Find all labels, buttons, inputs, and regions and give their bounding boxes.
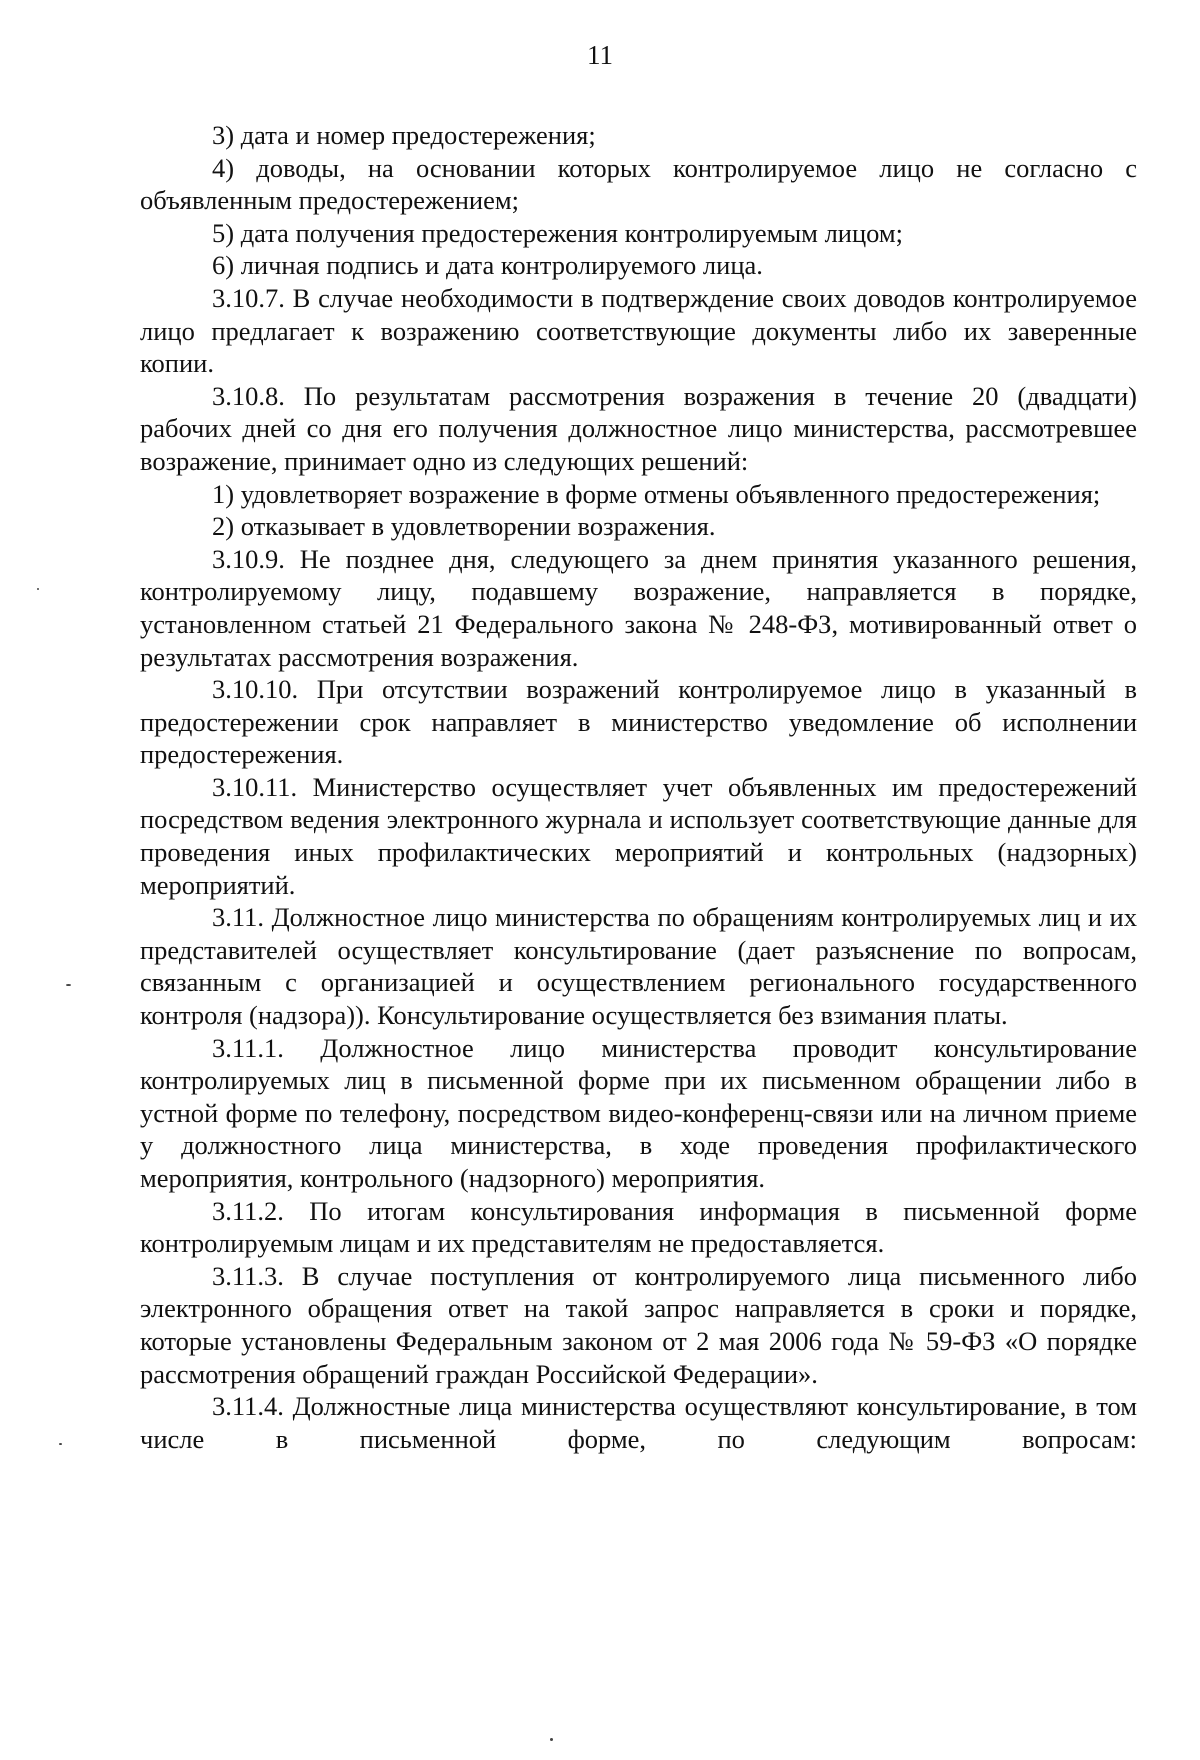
- document-body: [140, 119, 1137, 1455]
- page-number: 11: [587, 40, 613, 70]
- scan-speck: [66, 984, 71, 986]
- list-item-4: 4) доводы, на основании которых контролируемое лицо не согласно с объявленным предостережением;: [140, 152, 1137, 216]
- clause-3-10-7: 3.10.7. В случае необходимости в подтверждение своих доводов контролируемое лицо предлагает к возражению соответствующие документы либо их заверенные копии.: [140, 282, 1137, 379]
- decision-item-1: 1) удовлетворяет возражение в форме отмены объявленного предостережения;: [212, 478, 1101, 509]
- clause-3-10-10: 3.10.10. При отсутствии возражений контролируемое лицо в указанный в предостережении срок направляет в министерство уведомление об исполнении предостережения.: [140, 674, 1137, 770]
- clause-3-10-9: 3.10.9. Не позднее дня, следующего за днем принятия указанного решения, контролируемому лицу, подавшему возражение, направляется в порядке, установленном статьей 21 Федерального закона № 248-ФЗ, мотивированный ответ о результатах рассмотрения возражения.: [140, 543, 1137, 672]
- list-item-3: 3) дата и номер предостережения;: [212, 120, 596, 150]
- clause-3-11-3: 3.11.3. В случае поступления от контролируемого лица письменного либо электронного обращения ответ на такой запрос направляется в сроки и порядке, которые установлены Федеральным законом от 2 мая 2006 года № 59-ФЗ «О порядке рассмотрения обращений граждан Российской Федерации».: [140, 1260, 1137, 1389]
- clause-3-11: 3.11. Должностное лицо министерства по обращениям контролируемых лиц и их представителей осуществляет консультирование (дает разъяснение по вопросам, связанным с организацией и осуществлением регионального государственного контроля (надзора)). Консультирование осуществляется без взимания платы.: [140, 902, 1137, 1031]
- list-item-5: 5) дата получения предостережения контролируемым лицом;: [212, 217, 904, 248]
- clause-3-11-1: 3.11.1. Должностное лицо министерства проводит консультирование контролируемых лиц в письменной форме при их письменном обращении либо в устной форме по телефону, посредством видео-конференц-связи или на личном приеме у должностного лица министерства, в ходе проведения профилактического мероприятия, контрольного (надзорного) мероприятия.: [140, 1032, 1137, 1193]
- clause-3-10-11: 3.10.11. Министерство осуществляет учет объявленных им предостережений посредством ведения электронного журнала и использует соответствующие данные для проведения иных профилактических мероприятий и контрольных (надзорных) мероприятий.: [140, 771, 1137, 900]
- clause-3-11-4: 3.11.4. Должностные лица министерства осуществляют консультирование, в том числе в письменной форме, по следующим вопросам:: [140, 1391, 1137, 1454]
- clause-3-10-8: 3.10.8. По результатам рассмотрения возражения в течение 20 (двадцати) рабочих дней со дня его получения должностное лицо министерства, рассмотревшее возражение, принимает одно из следующих решений:: [140, 380, 1137, 476]
- scan-speck: [37, 588, 39, 590]
- scan-speck: [59, 1443, 62, 1445]
- clause-3-11-2: 3.11.2. По итогам консультирования информация в письменной форме контролируемым лицам и их представителям не предоставляется.: [140, 1195, 1137, 1259]
- scan-speck: [550, 1738, 553, 1741]
- decision-item-2: 2) отказывает в удовлетворении возражения.: [212, 511, 716, 542]
- list-item-6: 6) личная подпись и дата контролируемого лица.: [212, 250, 763, 281]
